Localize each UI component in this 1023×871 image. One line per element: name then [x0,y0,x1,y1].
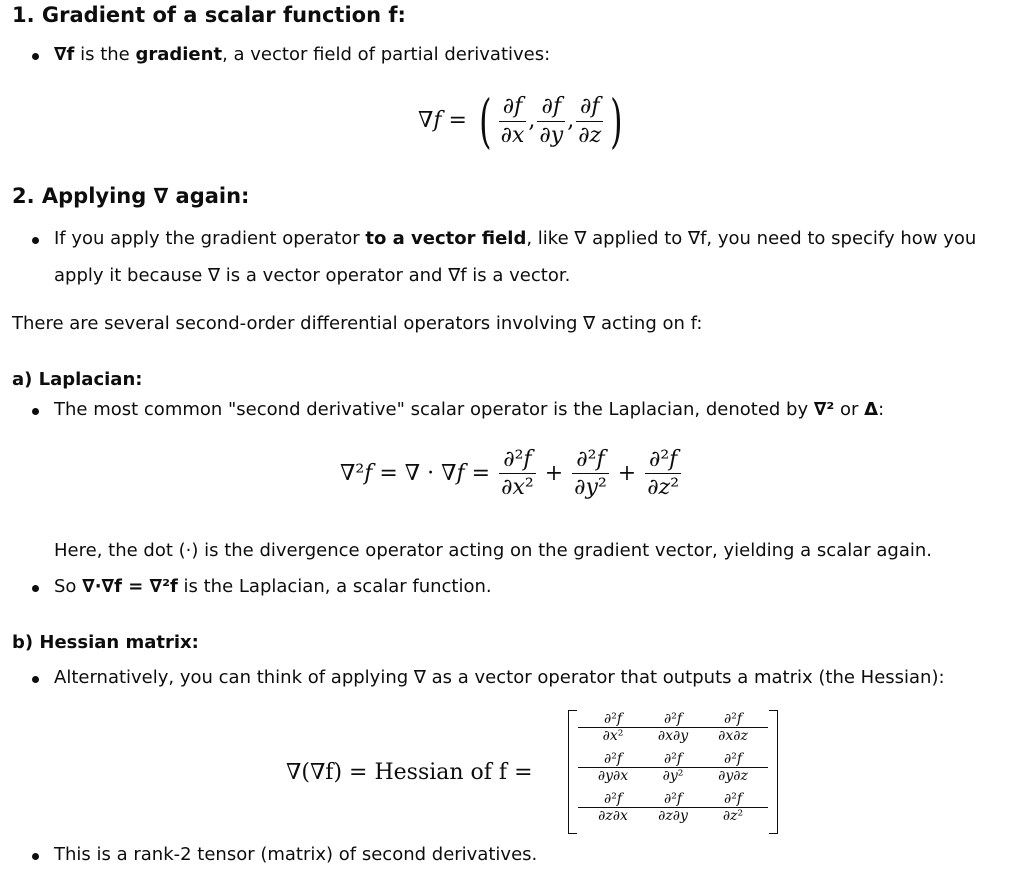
hessian-equation-lhs: ∇(∇f) = Hessian of f = [286,760,533,785]
vector-field-term: to a vector field [365,228,527,249]
laplacian-identity: ∇·∇f = ∇²f [82,576,178,597]
applying-bullet-line2: apply it because ∇ is a vector operator and ∇f is a vector. [54,265,571,286]
gradient-bullet-text [54,44,550,65]
left-bracket [568,710,577,834]
matrix-cell: $\frac{\text{∂²f}}{\partial z\partial y}$ [638,792,708,823]
matrix-cell: $\frac{\text{∂²f}}{\partial z\partial x}$ [578,792,648,823]
bullet [32,853,39,860]
laplacian-equation: ∇²f = ∇ · ∇f = $\frac{\text{∂²f}}{\text{∂x²}}$ + $\frac{\text{∂²f}}{\text{∂y²}}$ + $\frac{\text{∂²f}}{\text{∂z²}}$ [340,447,680,501]
hessian-matrix [568,710,778,832]
hessian-heading: b) Hessian matrix: [12,632,199,653]
right-bracket [769,710,778,834]
gradient-equation: ∇f = ( $\frac{\partial f}{\partial x}$ , $\frac{\partial f}{\partial y}$ , $\frac{\partial f}{\partial z}$ ) [418,87,623,155]
hessian-summary: This is a rank-2 tensor (matrix) of second derivatives. [54,844,538,865]
hessian-bullet-text: Alternatively, you can think of applying ∇ as a vector operator that outputs a matrix (the Hessian): [54,667,945,688]
bullet [32,676,39,683]
text: The most common "second derivative" scalar operator is the Laplacian, denoted by [54,399,814,420]
matrix-cell: $\frac{\text{∂²f}}{\partial y\partial z}$ [698,752,768,783]
intro-paragraph: There are several second-order differential operators involving ∇ acting on f: [12,313,703,334]
applying-bullet-line1 [54,228,976,249]
bullet [32,408,39,415]
matrix-cell: $\frac{\text{∂²f}}{\partial x\partial z}$ [698,712,768,743]
matrix-cell: $\frac{\text{∂²f}}{\text{∂z²}}$ [698,792,768,823]
text: is the Laplacian, a scalar function. [177,576,492,597]
delta-term: Δ [864,399,879,420]
bullet [32,53,39,60]
text: , like ∇ applied to ∇f, you need to specify how you [526,228,977,249]
text: So [54,576,83,597]
text: : [878,399,885,420]
matrix-cell: $\frac{\text{∂²f}}{\partial x\partial y}$ [638,712,708,743]
bullet [32,585,39,592]
text: is the [74,44,136,65]
laplacian-summary [54,576,492,597]
laplacian-heading: a) Laplacian: [12,369,143,390]
nabla-squared-term: ∇² [813,399,835,420]
matrix-cell: $\frac{\text{∂²f}}{\text{∂x²}}$ [578,712,648,743]
gradient-term: gradient [135,44,223,65]
text: , a vector field of partial derivatives: [222,44,551,65]
matrix-cell: $\frac{\text{∂²f}}{\partial y\partial x}$ [578,752,648,783]
matrix-cell: $\frac{\text{∂²f}}{\text{∂y²}}$ [638,752,708,783]
nabla-f-term: ∇f [54,44,75,65]
section-heading-applying: 2. Applying ∇ again: [12,184,250,208]
divergence-note: Here, the dot (·) is the divergence operator acting on the gradient vector, yielding a scalar again. [54,540,933,561]
laplacian-bullet-text [54,399,884,420]
text: If you apply the gradient operator [54,228,366,249]
bullet [32,237,39,244]
section-heading-gradient: 1. Gradient of a scalar function f: [12,3,406,27]
text: or [834,399,865,420]
